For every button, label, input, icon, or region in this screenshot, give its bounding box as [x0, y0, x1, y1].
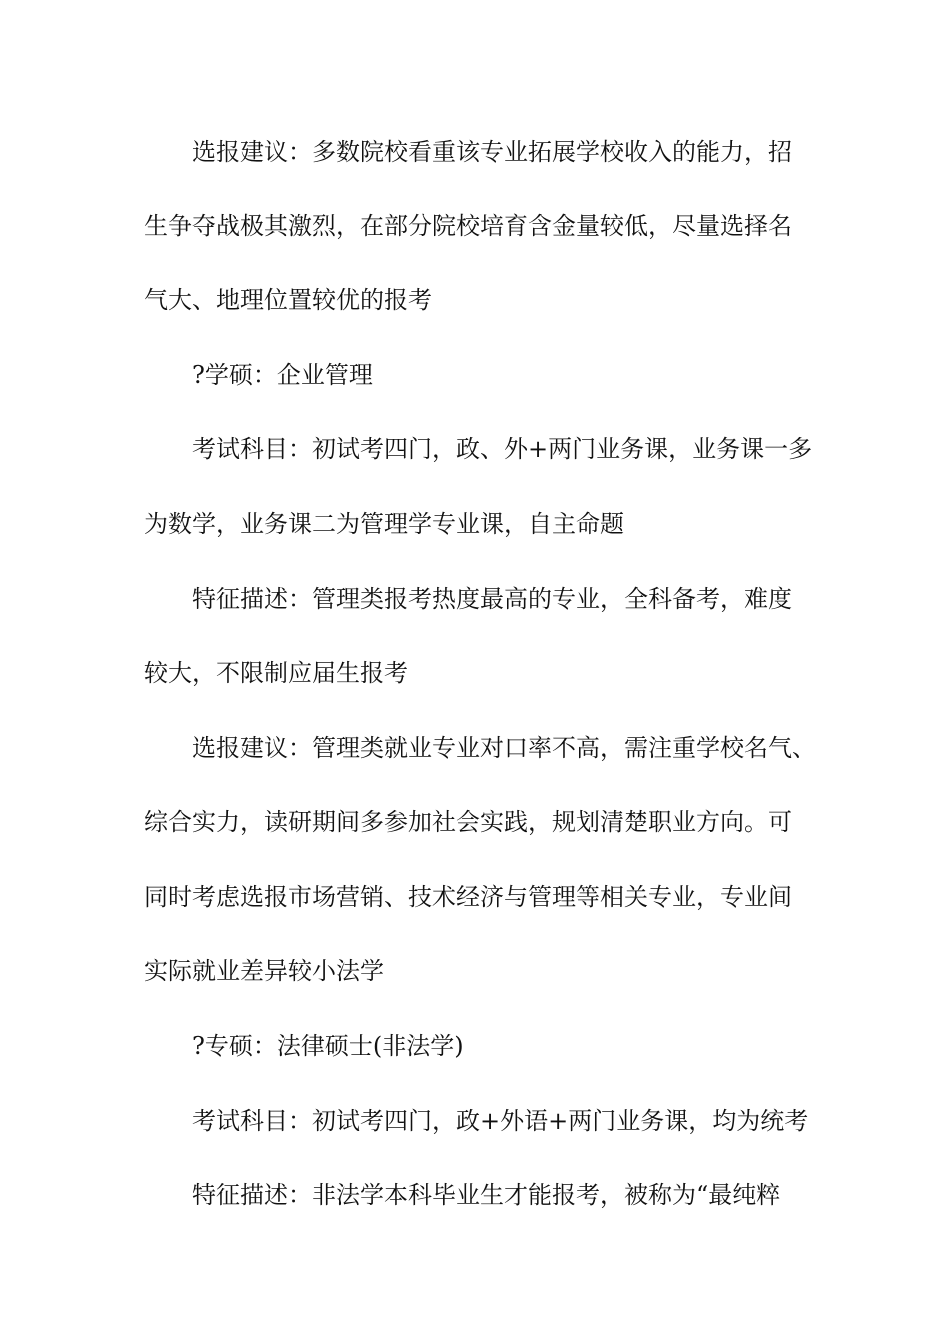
- paragraph-line: 特征描述：管理类报考热度最高的专业，全科备考，难度: [192, 585, 792, 613]
- paragraph-line: 实际就业差异较小法学: [144, 957, 384, 985]
- paragraph-line: 考试科目：初试考四门，政+外语+两门业务课，均为统考: [192, 1107, 809, 1135]
- paragraph-line: 特征描述：非法学本科毕业生才能报考，被称为“最纯粹: [192, 1181, 781, 1209]
- paragraph-line: 考试科目：初试考四门，政、外+两门业务课，业务课一多: [192, 435, 813, 463]
- paragraph-line: 生争夺战极其激烈，在部分院校培育含金量较低，尽量选择名: [144, 212, 792, 240]
- paragraph-line: 为数学，业务课二为管理学专业课，自主命题: [144, 510, 624, 538]
- paragraph-line: 较大，不限制应届生报考: [144, 659, 408, 687]
- paragraph-line: 选报建议：多数院校看重该专业拓展学校收入的能力，招: [192, 138, 792, 166]
- paragraph-line: 同时考虑选报市场营销、技术经济与管理等相关专业，专业间: [144, 883, 792, 911]
- paragraph-line: 选报建议：管理类就业专业对口率不高，需注重学校名气、: [192, 734, 816, 762]
- paragraph-line: 气大、地理位置较优的报考: [144, 286, 432, 314]
- section-heading: ?学硕：企业管理: [192, 361, 373, 389]
- paragraph-line: 综合实力，读研期间多参加社会实践，规划清楚职业方向。可: [144, 808, 792, 836]
- section-heading: ?专硕：法律硕士(非法学): [192, 1032, 464, 1060]
